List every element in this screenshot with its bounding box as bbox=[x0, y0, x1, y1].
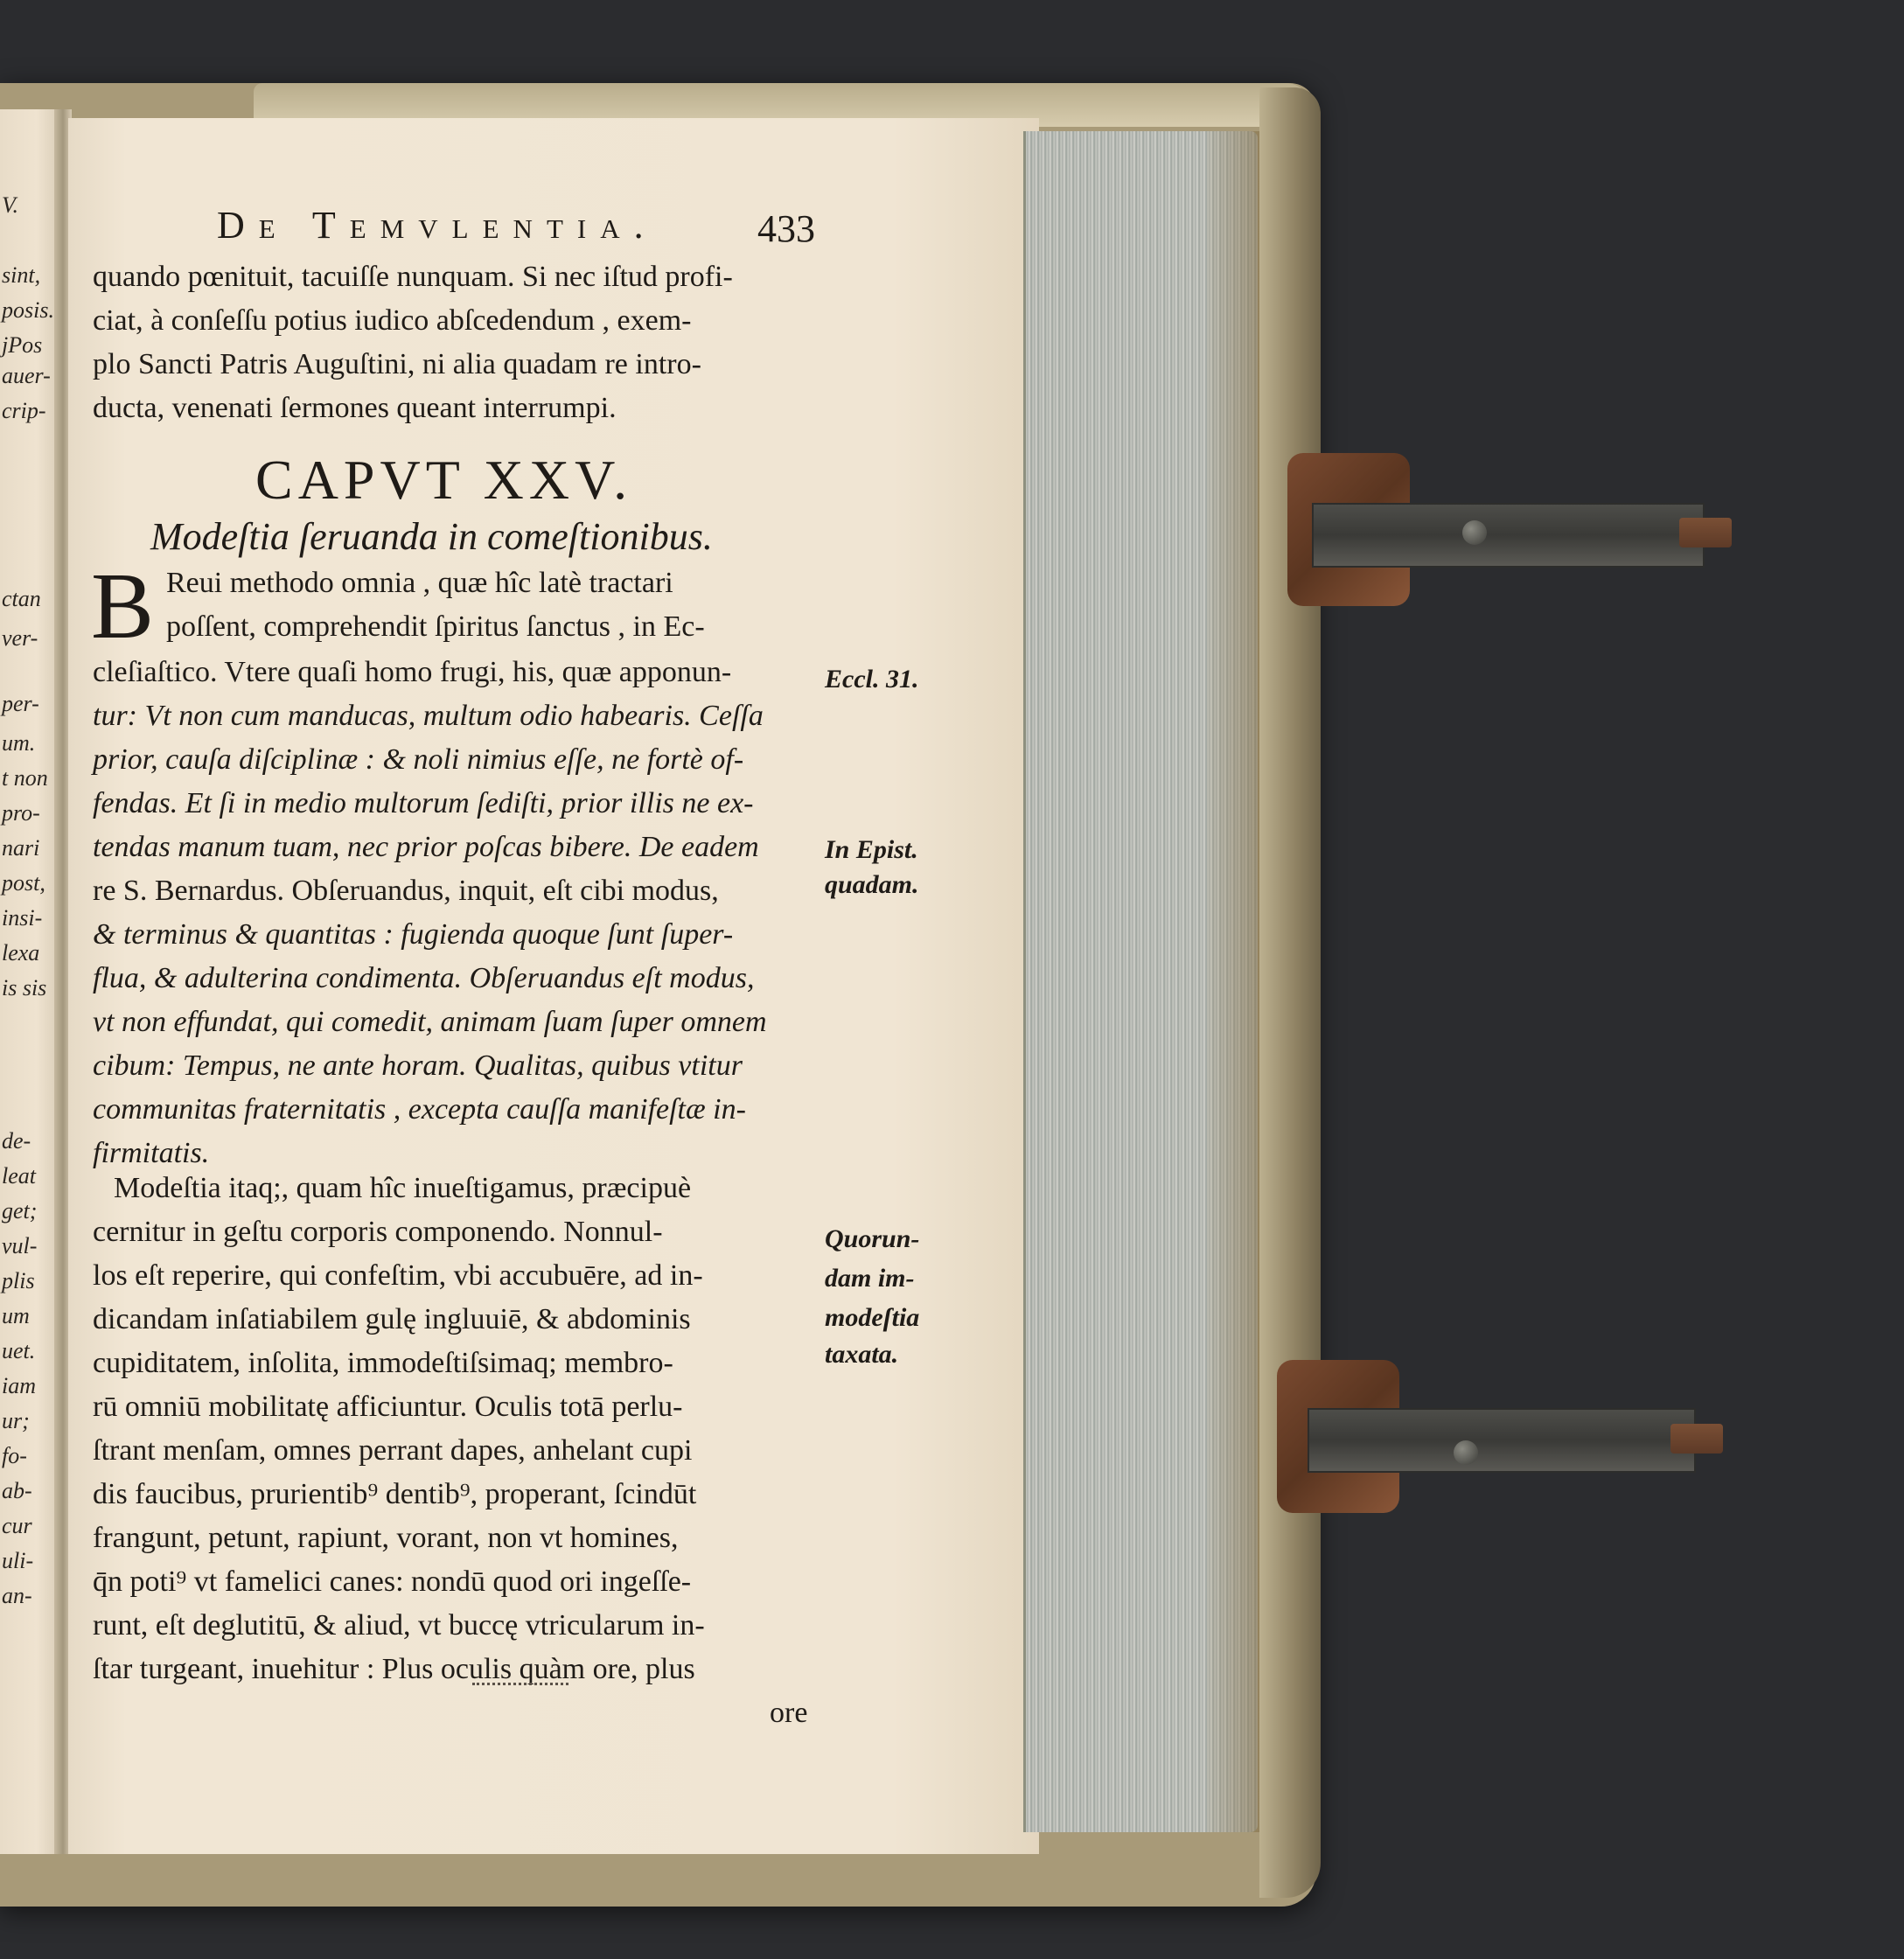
text-line: fendas. Et ſi in medio multorum ſediſti, prior illis ne ex- bbox=[93, 787, 754, 819]
text-line: los eſt reperire, qui confeſtim, vbi accubuēre, ad in- bbox=[93, 1259, 703, 1292]
left-page-fragment: lexa bbox=[2, 940, 40, 966]
clasp-top-strap bbox=[1312, 503, 1705, 568]
left-page-fragment: an- bbox=[2, 1583, 32, 1608]
left-page-fragment: leat bbox=[2, 1163, 36, 1189]
left-page-fragment: posis. bbox=[2, 297, 54, 323]
left-page-fragment: de- bbox=[2, 1128, 31, 1154]
text-line: ducta, venenati ſermones queant interrumpi. bbox=[93, 392, 617, 424]
left-page-fragment: nari bbox=[2, 835, 40, 861]
left-page-fragment: per- bbox=[2, 691, 39, 716]
text-line: flua, & adulterina condimenta. Obſeruandus eſt modus, bbox=[93, 962, 755, 994]
margin-note-eccl: Eccl. 31. bbox=[825, 665, 919, 694]
text-line: cupiditatem, inſolita, immodeſtiſsimaq; membro- bbox=[93, 1347, 673, 1379]
clasp-bottom-hook bbox=[1670, 1424, 1723, 1454]
left-page-fragment: post, bbox=[2, 870, 45, 896]
text-line: ſtar turgeant, inuehitur : Plus oculis quàm ore, plus bbox=[93, 1653, 695, 1685]
left-page-fragment: ctan bbox=[2, 586, 41, 611]
left-page-fragment: um. bbox=[2, 730, 36, 756]
text-line: quando pœnituit, tacuiſſe nunquam. Si nec iſtud profi- bbox=[93, 261, 733, 293]
left-page bbox=[0, 109, 61, 1854]
left-page-fragment: um bbox=[2, 1303, 30, 1328]
text-line: poſſent, comprehendit ſpiritus ſanctus , in Ec- bbox=[166, 610, 705, 643]
text-line: re S. Bernardus. Obſeruandus, inquit, eſt cibi modus, bbox=[93, 875, 719, 907]
clasp-top-rivet bbox=[1462, 520, 1487, 545]
left-page-fragment: uet. bbox=[2, 1338, 36, 1363]
text-line: frangunt, petunt, rapiunt, vorant, non vt homines, bbox=[93, 1522, 679, 1554]
text-line: prior, cauſa diſciplinæ : & noli nimius eſſe, ne fortè of- bbox=[93, 743, 744, 776]
margin-note-quadam: quadam. bbox=[825, 870, 919, 899]
left-page-fragment: iam bbox=[2, 1373, 36, 1398]
text-line: Modeſtia itaq;, quam hîc inueſtigamus, præcipuè bbox=[114, 1172, 692, 1204]
left-page-fragment: ver- bbox=[2, 625, 38, 651]
left-page-fragment: is sis bbox=[2, 975, 47, 1000]
margin-note-quorun: Quorun- bbox=[825, 1224, 920, 1253]
text-line: ſtrant menſam, omnes perrant dapes, anhelant cupi bbox=[93, 1434, 693, 1467]
text-line: Reui methodo omnia , quæ hîc latè tractari bbox=[166, 567, 673, 599]
text-line: tur: Vt non cum manducas, multum odio habearis. Ceſſa bbox=[93, 700, 764, 732]
left-page-fragment: pro- bbox=[2, 800, 40, 826]
text-line: ciat, à conſeſſu potius iudico abſcedendum , exem- bbox=[93, 304, 692, 337]
text-line: cibum: Tempus, ne ante horam. Qualitas, quibus vtitur bbox=[93, 1049, 743, 1082]
left-page-fragment: cur bbox=[2, 1513, 32, 1538]
left-page-fragment: ur; bbox=[2, 1408, 30, 1433]
left-page-fragment: auer- bbox=[2, 363, 51, 388]
text-line: firmitatis. bbox=[93, 1137, 210, 1169]
margin-note-dam-im: dam im- bbox=[825, 1264, 915, 1293]
left-page-fragment: uli- bbox=[2, 1548, 34, 1573]
left-page-fragment: fo- bbox=[2, 1443, 27, 1468]
left-page-fragment: sint, bbox=[2, 262, 41, 288]
clasp-bottom-strap bbox=[1308, 1408, 1696, 1473]
left-page-fragment: ab- bbox=[2, 1478, 32, 1503]
text-line: communitas fraternitatis , excepta cauſſa manifeſtæ in- bbox=[93, 1093, 746, 1126]
text-line: dicandam inſatiabilem gulę ingluuiē, & abdominis bbox=[93, 1303, 691, 1335]
left-page-fragment: crip- bbox=[2, 398, 46, 423]
text-line: & terminus & quantitas : fugienda quoque ſunt ſuper- bbox=[93, 918, 734, 951]
left-page-fragment: get; bbox=[2, 1198, 38, 1224]
drop-cap: B bbox=[91, 554, 155, 659]
left-page-fragment: t non bbox=[2, 765, 48, 791]
printer-ornament bbox=[472, 1670, 568, 1685]
left-page-fragment: V. bbox=[2, 192, 19, 218]
text-line: q̄n poti⁹ vt famelici canes: nondū quod ori ingeſſe- bbox=[93, 1565, 692, 1598]
text-line: tendas manum tuam, nec prior poſcas bibere. De eadem bbox=[93, 831, 759, 863]
page-edges-shade bbox=[1207, 131, 1259, 1832]
clasp-bottom-rivet bbox=[1454, 1440, 1478, 1465]
text-line: plo Sancti Patris Auguſtini, ni alia quadam re intro- bbox=[93, 348, 701, 380]
text-line: rū omniū mobilitatę afficiuntur. Oculis totā perlu- bbox=[93, 1391, 683, 1423]
cover-fore-edge bbox=[1259, 87, 1321, 1898]
text-line: cernitur in geſtu corporis componendo. Nonnul- bbox=[93, 1216, 663, 1248]
left-page-fragment: insi- bbox=[2, 905, 43, 931]
text-line: runt, eſt deglutitū, & aliud, vt buccę vtricularum in- bbox=[93, 1609, 705, 1642]
left-page-fragment: jPos bbox=[2, 332, 43, 358]
page-number: 433 bbox=[757, 207, 815, 250]
margin-note-taxata: taxata. bbox=[825, 1340, 899, 1369]
chapter-subtitle: Modeſtia ſeruanda in comeſtionibus. bbox=[150, 515, 713, 558]
catchword: ore bbox=[770, 1697, 808, 1729]
running-head: De Temvlentia. bbox=[217, 204, 658, 247]
margin-note-in-epist: In Epist. bbox=[825, 835, 918, 864]
clasp-top-hook bbox=[1679, 518, 1732, 547]
left-page-fragment: plis bbox=[2, 1268, 35, 1293]
text-line: dis faucibus, prurientib⁹ dentib⁹, properant, ſcindūt bbox=[93, 1478, 697, 1510]
margin-note-modestia: modeſtia bbox=[825, 1303, 920, 1332]
text-line: cleſiaſtico. Vtere quaſi homo frugi, his, quæ apponun- bbox=[93, 656, 732, 688]
left-page-fragment: vul- bbox=[2, 1233, 38, 1258]
text-line: vt non effundat, qui comedit, animam ſuam ſuper omnem bbox=[93, 1006, 767, 1038]
chapter-heading: CAPVT XXV. bbox=[255, 449, 633, 511]
